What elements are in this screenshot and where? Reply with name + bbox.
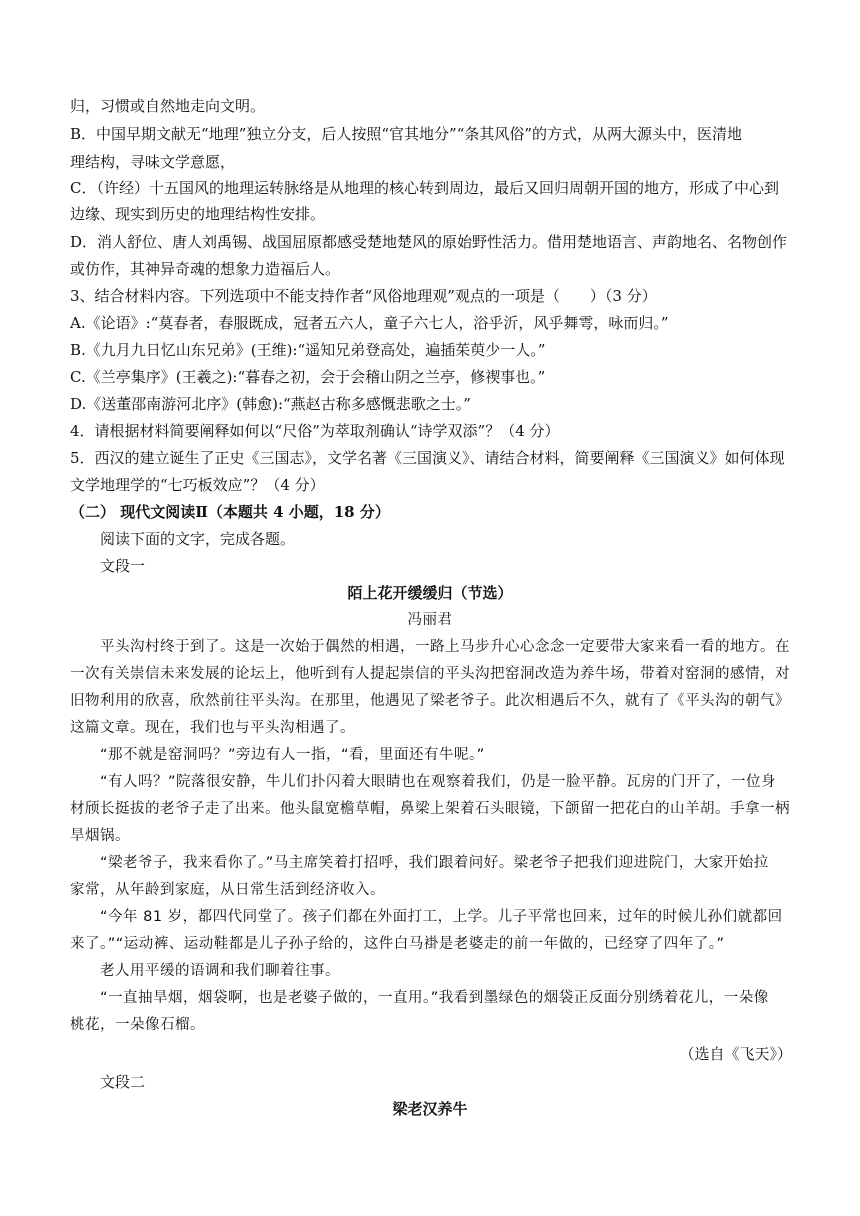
paragraph-1-cont: 这篇文章。现在，我们也与平头沟相遇了。 [70,720,355,736]
paragraph-7: “一直抽旱烟，烟袋啊，也是老婆子做的，一直用。”我看到墨绿色的烟袋正反面分别绣着花儿，一朵像 [100,990,769,1006]
option-d-cont: 或仿作，其神异奇魂的想象力造福后人。 [70,260,341,278]
paragraph-7-cont: 桃花，一朵像石榴。 [70,1017,205,1033]
option-b: B．中国早期文献无“地理”独立分支，后人按照“官其地分”“条其风俗”的方式，从两大源头中，医清地 [70,125,743,143]
option-d: D．消人舒位、唐人刘禹锡、战国屈原都感受楚地楚风的原始野性活力。借用楚地语言、声韵地名、名物创作 [70,233,788,251]
paragraph-3: “有人吗？”院落很安静，牛儿们扑闪着大眼睛也在观察着我们，仍是一脸平静。瓦房的门开了，一位身 [100,774,777,790]
passage-2-title: 梁老汉养牛 [392,1100,468,1118]
paragraph-4-cont: 家常，从年龄到家庭，从日常生活到经济收入。 [70,882,385,898]
paragraph-1-cont: 旧物利用的欣喜，欣然前往平头沟。在那里，他遇见了梁老爷子。此次相遇后不久，就有了《平头沟的朝气》 [70,693,790,709]
paragraph-5: “今年 81 岁，都四代同堂了。孩子们都在外面打工，上学。儿子平常也回来，过年的时候儿孙们就都回 [100,909,783,925]
paragraph-1-cont: 一次有关崇信未来发展的论坛上，他听到有人提起崇信的平头沟把窑洞改造为养牛场，带着对窑洞的感情，对 [70,666,790,682]
section-heading: （二） 现代文阅读Ⅱ（本题共 4 小题，18 分） [70,503,390,521]
passage-1-label: 文段一 [100,557,146,575]
paragraph-6: 老人用平缓的语调和我们聊着往事。 [100,963,340,979]
question-5: 5．西汉的建立诞生了正史《三国志》，文学名著《三国演义》、请结合材料，简要阐释《三国演义》如何体现 [70,449,785,467]
question-3-option-d: D.《送董邵南游河北序》(韩愈):“燕赵古称多感慨悲歌之士。” [70,395,471,413]
paragraph-5-cont: 来了。”“运动裤、运动鞋都是儿子孙子给的，这件白马褂是老婆走的前一年做的，已经穿了四年了。” [70,936,725,952]
passage-2-label: 文段二 [100,1073,146,1091]
option-b-cont: 理结构，寻味文学意愿， [70,153,236,171]
question-3-option-b: B.《九月九日忆山东兄弟》(王维):“遥知兄弟登高处，遍插茱萸少一人。” [70,341,546,359]
paragraph-3-cont: 旱烟锅。 [70,828,130,844]
option-c: C．（许经）十五国风的地理运转脉络是从地理的核心转到周边，最后又回归周朝开国的地方，形成了中心到 [70,179,779,197]
text-line: 归，习惯或自然地走向文明。 [70,97,266,115]
instruction: 阅读下面的文字，完成各题。 [100,530,296,548]
question-3-option-a: A.《论语》:“莫春者，春服既成，冠者五六人，童子六七人，浴乎沂，风乎舞雩，咏而归。” [70,314,669,332]
paragraph-2: “那不就是窑洞吗？”旁边有人一指，“看，里面还有牛呢。” [100,747,485,763]
question-3: 3、结合材料内容。下列选项中不能支持作者“风俗地理观”观点的一项是（ ）（3 分） [70,287,657,305]
paragraph-4: “梁老爷子，我来看你了。”马主席笑着打招呼，我们跟着问好。梁老爷子把我们迎进院门，大家开始拉 [100,855,769,871]
question-5-cont: 文学地理学的“七巧板效应”？（4 分） [70,476,325,494]
passage-1-title: 陌上花开缓缓归（节选） [347,584,513,602]
paragraph-3-cont: 材颀长挺拔的老爷子走了出来。他头鼠宽檐草帽，鼻梁上架着石头眼镜，下颌留一把花白的山羊胡。手拿一柄 [70,801,790,817]
question-3-option-c: C.《兰亭集序》(王羲之):“暮春之初，会于会稽山阴之兰亭，修禊事也。” [70,368,546,386]
question-4: 4．请根据材料简要阐释如何以“尺俗”为萃取剂确认“诗学双添”？（4 分） [70,422,560,440]
paragraph-1: 平头沟村终于到了。这是一次始于偶然的相遇，一路上马步升心心念念一定要带大家来看一看的地方。在 [100,639,790,655]
option-c-cont: 边缘、现实到历史的地理结构性安排。 [70,205,326,223]
source-note: （选自《飞天》） [679,1045,792,1063]
passage-1-author: 冯丽君 [407,612,453,628]
